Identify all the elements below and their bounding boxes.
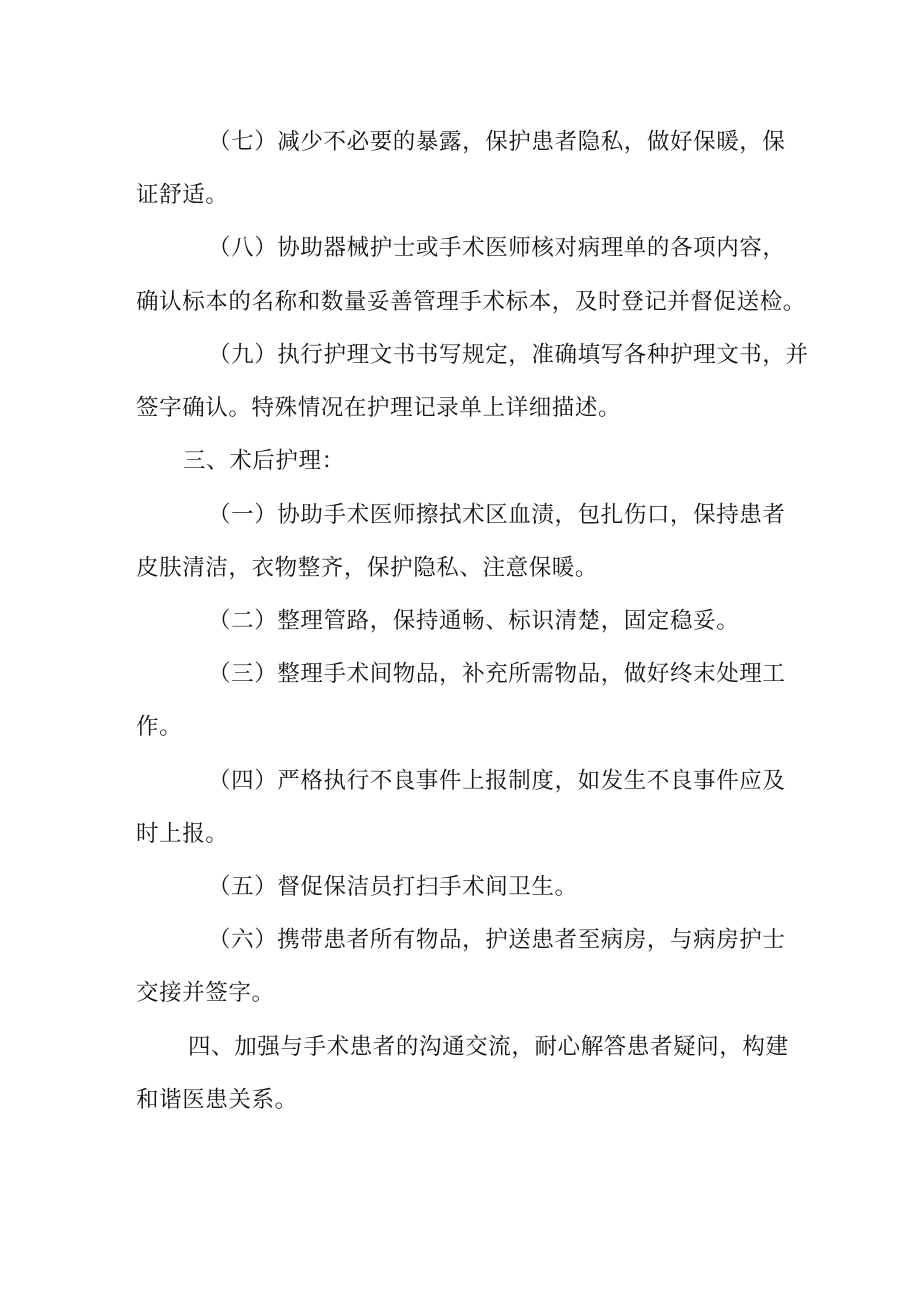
item-7-line-1: （七）减少不必要的暴露，保护患者隐私，做好保暖，保 (208, 129, 786, 155)
section-4-line-1: 四、加强与手术患者的沟通交流，耐心解答患者疑问，构建 (188, 1034, 789, 1060)
post-item-1-line-2: 皮肤清洁，衣物整齐，保护隐私、注意保暖。 (136, 555, 599, 581)
post-item-6-line-1: （六）携带患者所有物品，护送患者至病房，与病房护士 (208, 927, 786, 953)
post-item-1-line-1: （一）协助手术医师擦拭术区血渍，包扎伤口，保持患者 (208, 502, 786, 528)
section-3-heading: 三、术后护理： (183, 448, 345, 474)
item-9-line-2: 签字确认。特殊情况在护理记录单上详细描述。 (136, 395, 622, 421)
post-item-2-line-1: （二）整理管路，保持通畅、标识清楚，固定稳妥。 (208, 608, 740, 634)
item-9-line-1: （九）执行护理文书书写规定，准确填写各种护理文书，并 (208, 342, 809, 368)
post-item-3-line-2: 作。 (136, 714, 183, 740)
section-4-line-2: 和谐医患关系。 (136, 1087, 298, 1113)
item-8-line-2: 确认标本的名称和数量妥善管理手术标本，及时登记并督促送检。 (136, 289, 806, 315)
item-8-line-1: （八）协助器械护士或手术医师核对病理单的各项内容， (208, 235, 786, 261)
post-item-5-line-1: （五）督促保洁员打扫手术间卫生。 (208, 874, 578, 900)
post-item-3-line-1: （三）整理手术间物品，补充所需物品，做好终末处理工 (208, 661, 786, 687)
post-item-6-line-2: 交接并签字。 (136, 980, 275, 1006)
post-item-4-line-2: 时上报。 (136, 821, 229, 847)
item-7-line-2: 证舒适。 (136, 182, 229, 208)
post-item-4-line-1: （四）严格执行不良事件上报制度，如发生不良事件应及 (208, 768, 786, 794)
